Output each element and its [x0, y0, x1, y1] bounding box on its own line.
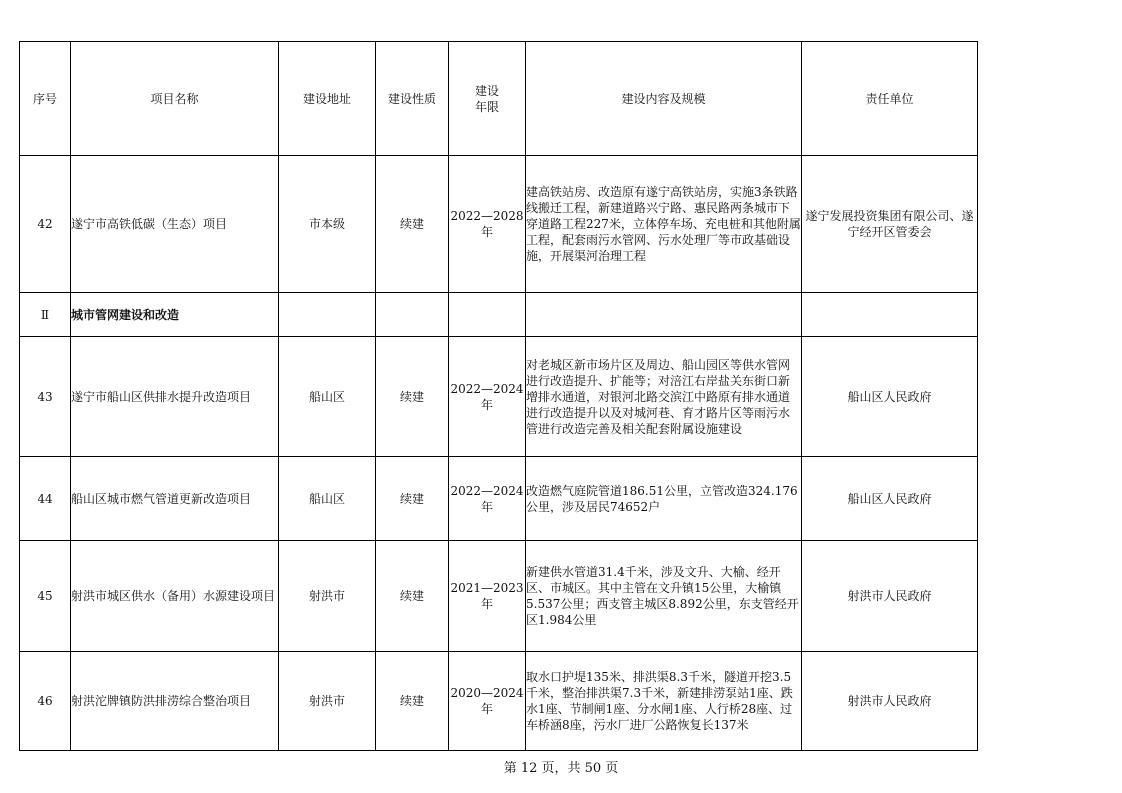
row-unit: 船山区人民政府 [802, 457, 978, 541]
header-years [449, 42, 526, 156]
header-location: 建设地址 [279, 42, 376, 156]
header-years-line2: 年限 [474, 99, 499, 114]
header-nature: 建设性质 [376, 42, 449, 156]
row-unit: 遂宁发展投资集团有限公司、遂宁经开区管委会 [802, 156, 978, 293]
row-content: 取水口护堤135米、排洪渠8.3千米，隧道开挖3.5千米，整治排洪渠7.3千米，新建排涝泵站1座、跌水1座、节制闸1座、分水闸1座、人行桥28座、过车桥涵8座，污水厂进厂公路恢复长137米 [526, 652, 802, 751]
table-row [20, 337, 978, 457]
empty-cell [526, 293, 802, 337]
row-years: 2020—2024年 [449, 652, 526, 751]
row-years: 2022—2024年 [449, 457, 526, 541]
row-location: 射洪市 [279, 541, 376, 652]
header-years-line1: 建设 [474, 83, 499, 98]
row-years: 2022—2028年 [449, 156, 526, 293]
row-nature: 续建 [376, 541, 449, 652]
row-content: 改造燃气庭院管道186.51公里，立管改造324.176公里，涉及居民74652户 [526, 457, 802, 541]
table-row [20, 652, 978, 751]
header-no: 序号 [20, 42, 71, 156]
row-location: 船山区 [279, 337, 376, 457]
row-no: 46 [20, 652, 71, 751]
row-no: 44 [20, 457, 71, 541]
row-no: 45 [20, 541, 71, 652]
row-content: 新建供水管道31.4千米，涉及文升、大榆、经开区、市城区。其中主管在文升镇15公里，大榆镇5.537公里；西支管主城区8.892公里，东支管经开区1.984公里 [526, 541, 802, 652]
empty-cell [279, 293, 376, 337]
table-row [20, 156, 978, 293]
row-no: 43 [20, 337, 71, 457]
row-location: 船山区 [279, 457, 376, 541]
row-no: 42 [20, 156, 71, 293]
page-number: 第 12 页，共 50 页 [503, 761, 619, 776]
header-unit: 责任单位 [802, 42, 978, 156]
row-years: 2022—2024年 [449, 337, 526, 457]
row-name: 射洪沱牌镇防洪排涝综合整治项目 [71, 652, 279, 751]
row-unit: 射洪市人民政府 [802, 652, 978, 751]
row-content: 建高铁站房、改造原有遂宁高铁站房，实施3条铁路线搬迁工程，新建道路兴宁路、惠民路两条城市下穿道路工程227米，立体停车场、充电桩和其他附属工程，配套雨污水管网、污水处理厂等市政基础设施，开展渠河治理工程 [526, 156, 802, 293]
row-unit: 船山区人民政府 [802, 337, 978, 457]
row-name: 遂宁市高铁低碳（生态）项目 [71, 156, 279, 293]
empty-cell [449, 293, 526, 337]
project-table [19, 41, 978, 751]
row-nature: 续建 [376, 337, 449, 457]
row-nature: 续建 [376, 457, 449, 541]
row-location: 射洪市 [279, 652, 376, 751]
table-row [20, 457, 978, 541]
row-years: 2021—2023年 [449, 541, 526, 652]
header-row [20, 42, 978, 156]
row-name: 射洪市城区供水（备用）水源建设项目 [71, 541, 279, 652]
section-name: 城市管网建设和改造 [71, 293, 279, 337]
row-name: 船山区城市燃气管道更新改造项目 [71, 457, 279, 541]
empty-cell [376, 293, 449, 337]
row-nature: 续建 [376, 652, 449, 751]
row-name: 遂宁市船山区供排水提升改造项目 [71, 337, 279, 457]
section-row [20, 293, 978, 337]
table-row [20, 541, 978, 652]
header-name: 项目名称 [71, 42, 279, 156]
empty-cell [802, 293, 978, 337]
section-no: Ⅱ [20, 293, 71, 337]
row-nature: 续建 [376, 156, 449, 293]
header-content: 建设内容及规模 [526, 42, 802, 156]
row-location: 市本级 [279, 156, 376, 293]
row-unit: 射洪市人民政府 [802, 541, 978, 652]
row-content: 对老城区新市场片区及周边、船山园区等供水管网进行改造提升、扩能等；对涪江右岸盐关东街口新增排水通道，对银河北路交滨江中路原有排水通道进行改造提升以及对城河巷、育才路片区等雨污水管进行改造完善及相关配套附属设施建设 [526, 337, 802, 457]
